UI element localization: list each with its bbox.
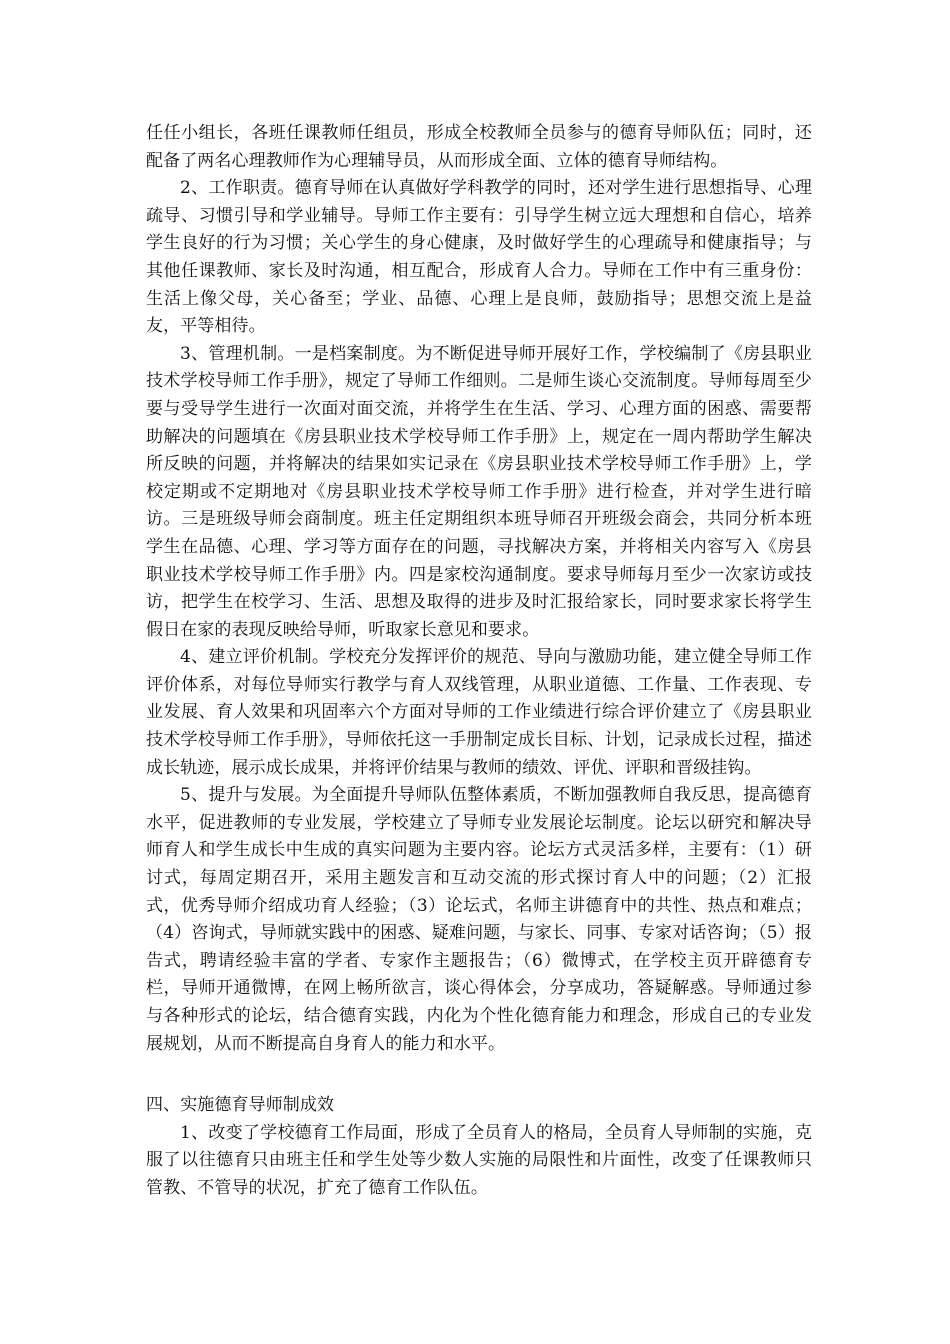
paragraph-results-1: 1、改变了学校德育工作局面，形成了全员育人的格局，全员育人导师制的实施，克服了以往德育只由班主任和学生处等少数人实施的局限性和片面性，改变了任课教师只管教、不管导的状况，扩充了德育工作队伍。 bbox=[146, 1122, 812, 1198]
section-heading: 四、实施德育导师制成效 bbox=[146, 1095, 335, 1116]
paragraph-evaluation-mechanism: 4、建立评价机制。学校充分发挥评价的规范、导向与激励功能，建立健全导师工作评价体系，对每位导师实行教学与育人双线管理，从职业道德、工作量、工作表现、专业发展、育人效果和巩固率六个方面对导师的工作业绩进行综合评价建立了《房县职业技术学校导师工作手册》，导师依托这一手册制定成长目标、计划，记录成长过程，描述成长轨迹，展示成长成果，并将评价结果与教师的绩效、评优、评职和晋级挂钩。 bbox=[146, 647, 812, 778]
paragraph-continuation: 任任小组长，各班任课教师任组员，形成全校教师全员参与的德育导师队伍；同时，还配备了两名心理教师作为心理辅导员，从而形成全面、立体的德育导师结构。 bbox=[146, 123, 812, 171]
paragraph-improvement-development: 5、提升与发展。为全面提升导师队伍整体素质，不断加强教师自我反思，提高德育水平，促进教师的专业发展，学校建立了导师专业发展论坛制度。论坛以研究和解决导师育人和学生成长中生成的真实问题为主要内容。论坛方式灵活多样，主要有：（1）研讨式，每周定期召开，采用主题发言和互动交流的形式探讨育人中的问题；（2）汇报式，优秀导师介绍成功育人经验；（3）论坛式，名师主讲德育中的共性、热点和难点；（4）咨询式，导师就实践中的困惑、疑难问题，与家长、同事、专家对话咨询；（5）报告式，聘请经验丰富的学者、专家作主题报告；（6）微博式，在学校主页开辟德育专栏，导师开通微博，在网上畅所欲言，谈心得体会，分享成功，答疑解惑。导师通过参与各种形式的论坛，结合德育实践，内化为个性化德育能力和理念，形成自己的专业发展规划，从而不断提高自身育人的能力和水平。 bbox=[146, 785, 812, 1054]
paragraph-work-duties: 2、工作职责。德育导师在认真做好学科教学的同时，还对学生进行思想指导、心理疏导、习惯引导和学业辅导。导师工作主要有：引导学生树立远大理想和自信心，培养学生良好的行为习惯；关心学生的身心健康，及时做好学生的心理疏导和健康指导；与其他任课教师、家长及时沟通，相互配合，形成育人合力。导师在工作中有三重身份：生活上像父母，关心备至；学业、品德、心理上是良师，鼓励指导；思想交流上是益友，平等相待。 bbox=[146, 178, 812, 337]
document-page bbox=[146, 120, 812, 1203]
paragraph-management-mechanism: 3、管理机制。一是档案制度。为不断促进导师开展好工作，学校编制了《房县职业技术学校导师工作手册》，规定了导师工作细则。二是师生谈心交流制度。导师每周至少要与受导学生进行一次面对面交流，并将学生在生活、学习、心理方面的困惑、需要帮助解决的问题填在《房县职业技术学校导师工作手册》上，规定在一周内帮助学生解决所反映的问题，并将解决的结果如实记录在《房县职业技术学校导师工作手册》上，学校定期或不定期地对《房县职业技术学校导师工作手册》进行检查，并对学生进行暗访。三是班级导师会商制度。班主任定期组织本班导师召开班级会商会，共同分析本班学生在品德、心理、学习等方面存在的问题，寻找解决方案，并将相关内容写入《房县职业技术学校导师工作手册》内。四是家校沟通制度。要求导师每月至少一次家访或技访，把学生在校学习、生活、思想及取得的进步及时汇报给家长，同时要求家长将学生假日在家的表现反映给导师，听取家长意见和要求。 bbox=[146, 343, 812, 640]
